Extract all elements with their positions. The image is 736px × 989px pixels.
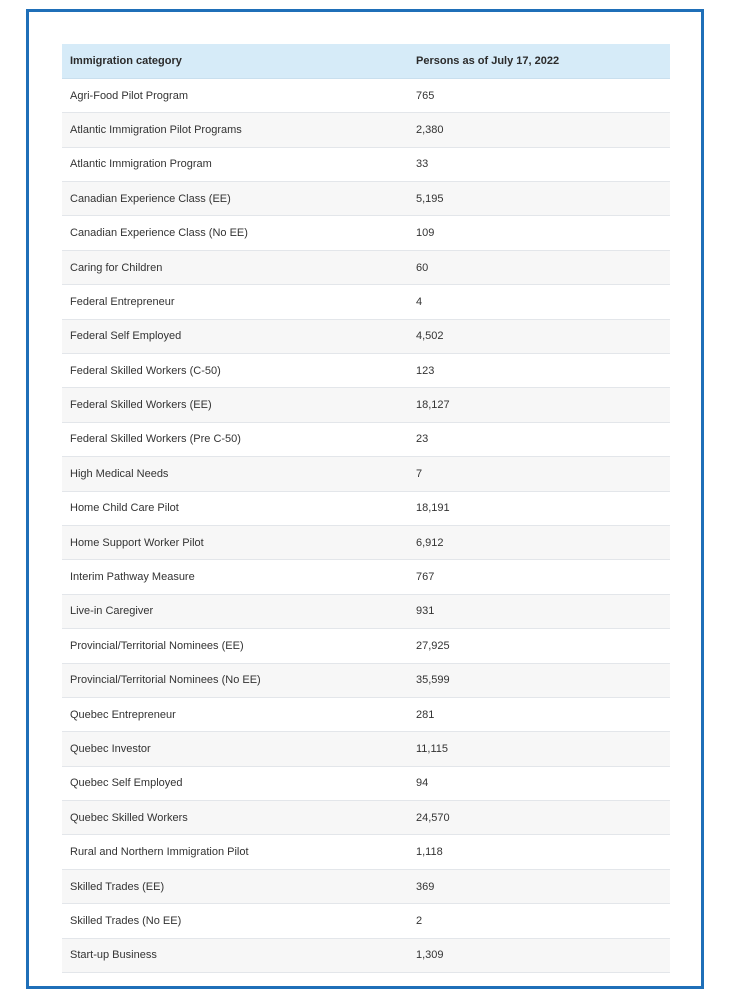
category-cell: Home Support Worker Pilot bbox=[62, 525, 408, 559]
table-header-row bbox=[62, 44, 670, 78]
table-row bbox=[62, 422, 670, 456]
table-row bbox=[62, 663, 670, 697]
persons-cell: 4,502 bbox=[408, 319, 670, 353]
content-frame bbox=[26, 9, 704, 989]
table-row bbox=[62, 216, 670, 250]
column-header-category: Immigration category bbox=[62, 44, 408, 78]
table-row bbox=[62, 250, 670, 284]
category-cell: Atlantic Immigration Pilot Programs bbox=[62, 113, 408, 147]
table-row bbox=[62, 732, 670, 766]
persons-cell: 281 bbox=[408, 697, 670, 731]
table-row bbox=[62, 560, 670, 594]
persons-cell: 369 bbox=[408, 869, 670, 903]
category-cell: Federal Skilled Workers (Pre C-50) bbox=[62, 422, 408, 456]
table-body bbox=[62, 78, 670, 972]
persons-cell: 60 bbox=[408, 250, 670, 284]
persons-cell: 4 bbox=[408, 285, 670, 319]
category-cell: Live-in Caregiver bbox=[62, 594, 408, 628]
table-row bbox=[62, 354, 670, 388]
persons-cell: 11,115 bbox=[408, 732, 670, 766]
category-cell: Interim Pathway Measure bbox=[62, 560, 408, 594]
persons-cell: 24,570 bbox=[408, 801, 670, 835]
category-cell: Canadian Experience Class (EE) bbox=[62, 182, 408, 216]
category-cell: Home Child Care Pilot bbox=[62, 491, 408, 525]
persons-cell: 2 bbox=[408, 904, 670, 938]
category-cell: Start-up Business bbox=[62, 938, 408, 972]
category-cell: Agri-Food Pilot Program bbox=[62, 78, 408, 112]
table-row bbox=[62, 285, 670, 319]
column-header-persons: Persons as of July 17, 2022 bbox=[408, 44, 670, 78]
persons-cell: 18,191 bbox=[408, 491, 670, 525]
category-cell: Quebec Self Employed bbox=[62, 766, 408, 800]
category-cell: Quebec Entrepreneur bbox=[62, 697, 408, 731]
category-cell: Provincial/Territorial Nominees (No EE) bbox=[62, 663, 408, 697]
persons-cell: 2,380 bbox=[408, 113, 670, 147]
persons-cell: 7 bbox=[408, 457, 670, 491]
persons-cell: 94 bbox=[408, 766, 670, 800]
table-row bbox=[62, 491, 670, 525]
persons-cell: 33 bbox=[408, 147, 670, 181]
persons-cell: 765 bbox=[408, 78, 670, 112]
persons-cell: 35,599 bbox=[408, 663, 670, 697]
persons-cell: 1,118 bbox=[408, 835, 670, 869]
table-row bbox=[62, 629, 670, 663]
category-cell: Federal Skilled Workers (C-50) bbox=[62, 354, 408, 388]
persons-cell: 109 bbox=[408, 216, 670, 250]
table-row bbox=[62, 525, 670, 559]
category-cell: Provincial/Territorial Nominees (EE) bbox=[62, 629, 408, 663]
category-cell: Quebec Skilled Workers bbox=[62, 801, 408, 835]
table-row bbox=[62, 766, 670, 800]
category-cell: Federal Self Employed bbox=[62, 319, 408, 353]
category-cell: Federal Entrepreneur bbox=[62, 285, 408, 319]
table-row bbox=[62, 904, 670, 938]
table-row bbox=[62, 697, 670, 731]
category-cell: Rural and Northern Immigration Pilot bbox=[62, 835, 408, 869]
category-cell: Quebec Investor bbox=[62, 732, 408, 766]
persons-cell: 23 bbox=[408, 422, 670, 456]
table-row bbox=[62, 78, 670, 112]
table-row bbox=[62, 113, 670, 147]
persons-cell: 18,127 bbox=[408, 388, 670, 422]
persons-cell: 1,309 bbox=[408, 938, 670, 972]
table-row bbox=[62, 388, 670, 422]
table-row bbox=[62, 869, 670, 903]
persons-cell: 6,912 bbox=[408, 525, 670, 559]
table-row bbox=[62, 182, 670, 216]
category-cell: Caring for Children bbox=[62, 250, 408, 284]
persons-cell: 767 bbox=[408, 560, 670, 594]
immigration-category-table bbox=[62, 44, 670, 973]
table-row bbox=[62, 457, 670, 491]
table-row bbox=[62, 938, 670, 972]
persons-cell: 5,195 bbox=[408, 182, 670, 216]
category-cell: High Medical Needs bbox=[62, 457, 408, 491]
table-row bbox=[62, 594, 670, 628]
category-cell: Skilled Trades (No EE) bbox=[62, 904, 408, 938]
table-row bbox=[62, 801, 670, 835]
table-row bbox=[62, 835, 670, 869]
persons-cell: 123 bbox=[408, 354, 670, 388]
category-cell: Skilled Trades (EE) bbox=[62, 869, 408, 903]
table-row bbox=[62, 147, 670, 181]
table-row bbox=[62, 319, 670, 353]
category-cell: Federal Skilled Workers (EE) bbox=[62, 388, 408, 422]
persons-cell: 27,925 bbox=[408, 629, 670, 663]
category-cell: Atlantic Immigration Program bbox=[62, 147, 408, 181]
category-cell: Canadian Experience Class (No EE) bbox=[62, 216, 408, 250]
persons-cell: 931 bbox=[408, 594, 670, 628]
